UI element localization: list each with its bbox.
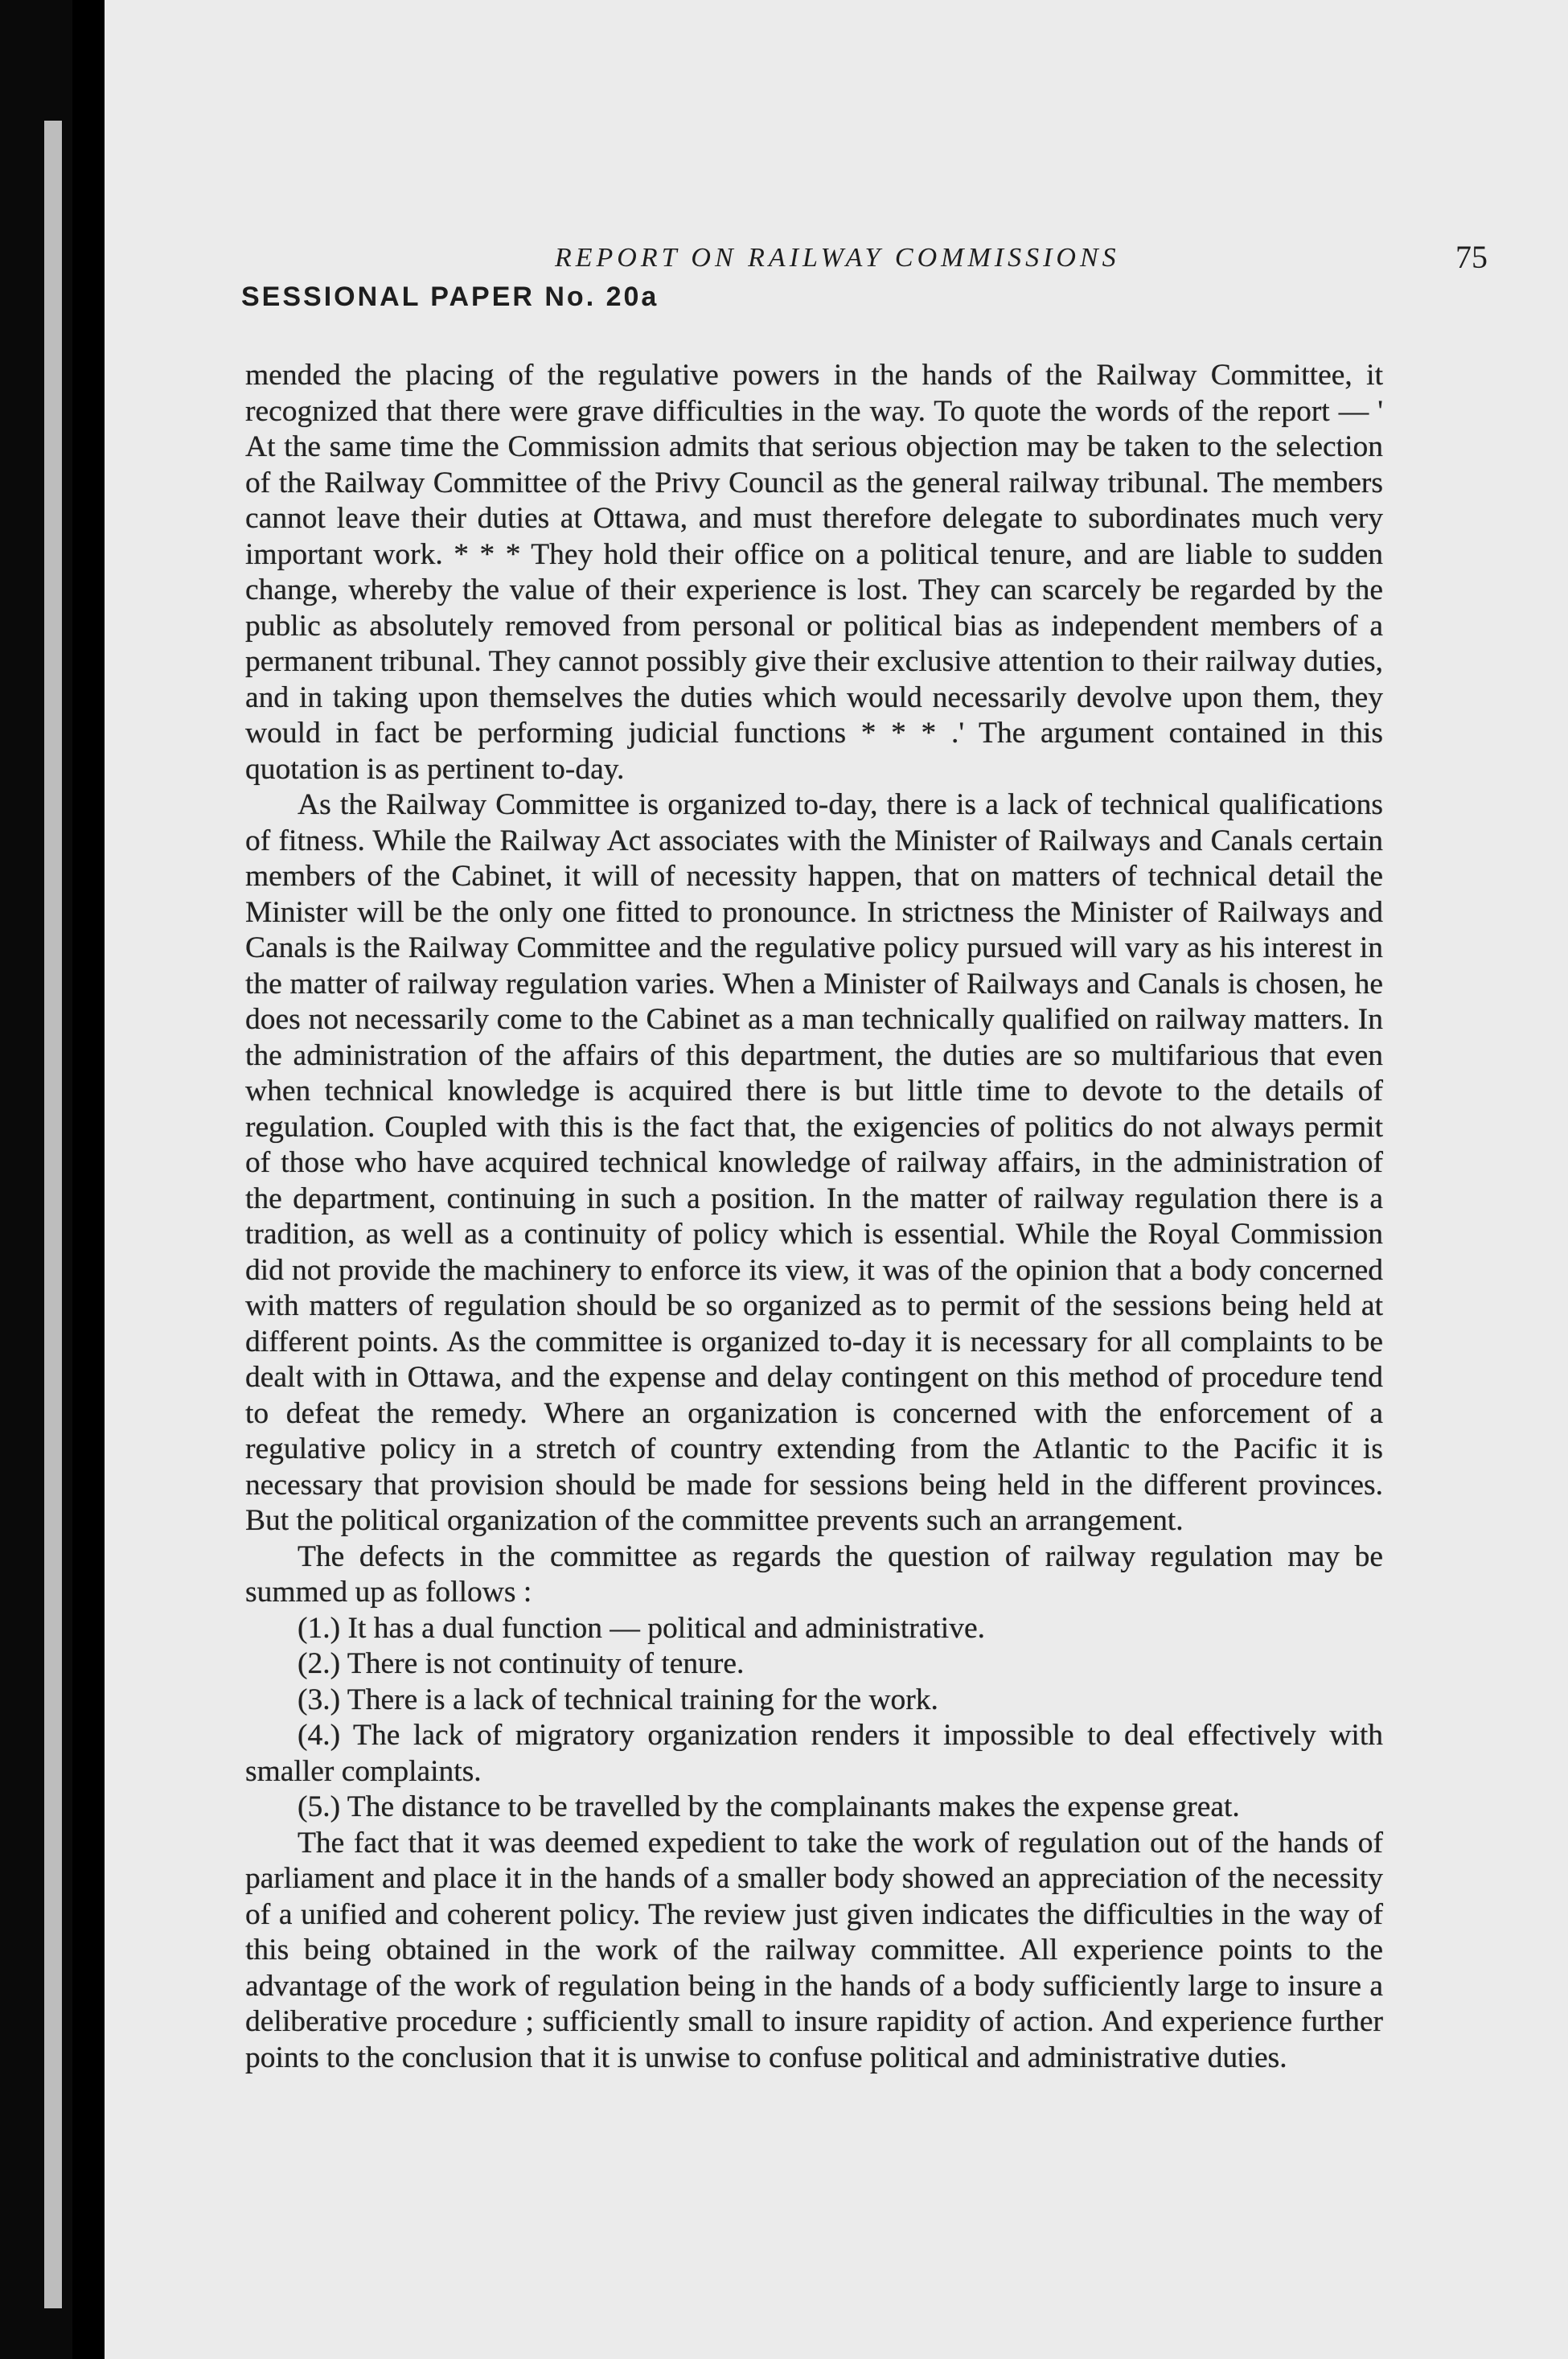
scan-left-margin bbox=[0, 0, 72, 2359]
page-header bbox=[241, 233, 1488, 312]
sessional-paper-label: SESSIONAL PAPER No. 20a bbox=[241, 282, 659, 312]
list-item-defect-1: (1.) It has a dual function — political and administrative. bbox=[298, 1611, 985, 1645]
list-item-defect-5: (5.) The distance to be travelled by the complainants makes the expense great. bbox=[298, 1790, 1240, 1823]
paragraph-continued: mended the placing of the regulative powers in the hands of the Railway Committee, it recognized that there were grave difficulties in the way. To quote the words of the report — ' At the same time the Commission admits that serious objection may be taken to the selection of the Railway Committee of the Privy Council as the general railway tribunal. The members cannot leave their duties at Ottawa, and must therefore delegate to subordinates much very important work. * * * They hold their office on a political tenure, and are liable to sudden change, whereby the value of their experience is lost. They can scarcely be regarded by the public as absolutely removed from personal or political bias as independent members of a permanent tribunal. They cannot possibly give their exclusive attention to their railway duties, and in taking upon themselves the duties which would necessarily devolve upon them, they would in fact be performing judicial functions * * * .' The argument contained in this quotation is as pertinent to-day. bbox=[245, 359, 1383, 786]
adjacent-page-edge bbox=[44, 121, 62, 2308]
list-item-defect-3: (3.) There is a lack of technical training for the work. bbox=[298, 1683, 938, 1716]
page-body bbox=[245, 358, 1383, 2076]
paragraph-defects-intro: The defects in the committee as regards the question of railway regulation may be summed up as follows : bbox=[245, 1539, 1383, 1609]
running-title: REPORT ON RAILWAY COMMISSIONS bbox=[555, 243, 1120, 273]
list-item-defect-2: (2.) There is not continuity of tenure. bbox=[298, 1647, 745, 1680]
paragraph-railway-committee: As the Railway Committee is organized to-day, there is a lack of technical qualifications of fitness. While the Railway Act associates with the Minister of Railways and Canals certain members of the Cabinet, it will of necessity happen, that on matters of technical detail the Minister will be the only one fitted to pronounce. In strictness the Minister of Railways and Canals is the Railway Committee and the regulative policy pursued will vary as his interest in the matter of railway regulation varies. When a Minister of Railways and Canals is chosen, he does not necessarily come to the Cabinet as a man technically qualified on railway matters. In the administration of the affairs of this department, the duties are so multifarious that even when technical knowledge is acquired there is but little time to devote to the details of regulation. Coupled with this is the fact that, the exigencies of politics do not always permit of those who have acquired technical knowledge of railway affairs, in the administration of the department, continuing in such a position. In the matter of railway regulation there is a tradition, as well as a continuity of policy which is essential. While the Royal Commission did not provide the machinery to enforce its view, it was of the opinion that a body concerned with matters of regulation should be so organized as to permit of the sessions being held at different points. As the committee is organized to-day it is necessary for all complaints to be dealt with in Ottawa, and the expense and delay contingent on this method of procedure tend to defeat the remedy. Where an organization is concerned with the enforcement of a regulative policy in a stretch of country extending from the Atlantic to the Pacific it is necessary that provision should be made for sessions being held in the different provinces. But the political organization of the committee prevents such an arrangement. bbox=[245, 788, 1383, 1537]
list-item-defect-4: (4.) The lack of migratory organization renders it impossible to deal effectively with smaller complaints. bbox=[245, 1719, 1383, 1788]
paragraph-conclusion: The fact that it was deemed expedient to take the work of regulation out of the hands of parliament and place it in the hands of a smaller body showed an appreciation of the necessity of a unified and coherent policy. The review just given indicates the difficulties in the way of this being obtained in the work of the railway committee. All experience points to the advantage of the work of regulation being in the hands of a body sufficiently large to insure a deliberative procedure ; sufficiently small to insure rapidity of action. And experience further points to the conclusion that it is unwise to confuse political and administrative duties. bbox=[245, 1826, 1383, 2074]
page-number: 75 bbox=[1455, 239, 1488, 275]
